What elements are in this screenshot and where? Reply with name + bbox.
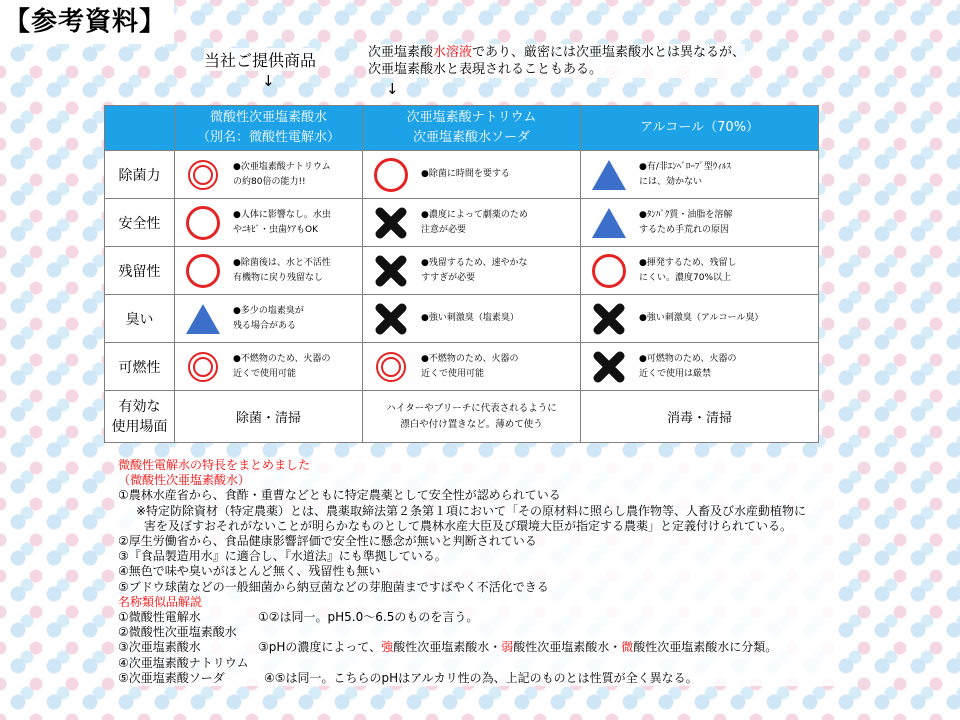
table-cell	[363, 295, 581, 343]
glossary-note: ④⑤は同一。こちらのpHはアルカリ性の為、上記のものとは性質が全く異なる。	[264, 670, 698, 685]
double-circle-icon	[175, 352, 231, 382]
note-arrow: ↓	[386, 80, 399, 98]
table-cell	[175, 199, 363, 247]
table-row	[105, 295, 819, 343]
feature-item: ①農林水産省から、食酢・重曹などともに特定農薬として安全性が認められている	[118, 488, 561, 503]
cell-text: ●可燃物のため、火器の 近くで使用は厳禁	[639, 353, 737, 379]
feature-item: ⑤ブドウ球菌などの一般細菌から納豆菌などの芽胞菌まですばやく不活化できる	[118, 579, 549, 594]
table-cell	[363, 199, 581, 247]
header-note	[368, 44, 745, 78]
usage-cell: ハイターやブリーチに代表されるように 漂白や付け置きなど。薄めて使う	[363, 391, 581, 443]
table-row	[105, 151, 819, 199]
circle-icon	[175, 206, 231, 240]
row-label: 臭い	[105, 295, 175, 343]
table-cell	[363, 343, 581, 391]
feature-note: ※特定防除資材（特定農薬）とは、農薬取締法第２条第１項において「その原材料に照らし農作物等、人畜及び水産動植物に	[136, 503, 807, 518]
triangle-icon	[581, 207, 637, 239]
feature-item: ②厚生労働省から、食品健康影響評価で安全性に懸念が無いと判断されている	[118, 534, 537, 549]
usage-cell: 消毒・清掃	[581, 391, 819, 443]
comparison-table	[104, 105, 819, 443]
note-highlight: 水溶液	[433, 45, 473, 60]
table-row	[105, 199, 819, 247]
glossary-row	[118, 656, 838, 671]
usage-row	[105, 391, 819, 443]
column-header: 次亜塩素酸ナトリウム 次亜塩素酸水ソーダ	[363, 106, 581, 151]
cell-text: ●除菌後は、水と不活性 有機物に戻り残留なし	[233, 257, 331, 283]
features-section	[118, 458, 838, 686]
glossary-row	[118, 625, 838, 640]
glossary-note: ③pHの濃度によって、強酸性次亜塩素酸水・弱酸性次亜塩素酸水・微酸性次亜塩素酸水に分類。	[258, 640, 778, 655]
row-label: 除菌力	[105, 151, 175, 199]
table-cell	[175, 247, 363, 295]
column-header: 微酸性次亜塩素酸水 （別名：微酸性電解水）	[175, 106, 363, 151]
cell-text: ●人体に影響なし。水虫 やﾆｷﾋﾞ・虫歯ｹｱもOK	[233, 209, 331, 235]
features-heading: 微酸性電解水の特長をまとめました	[118, 458, 311, 472]
row-label: 残留性	[105, 247, 175, 295]
glossary-note: ①②は同一。pH5.0～6.5のものを言う。	[258, 610, 479, 625]
feature-note: 害を及ぼすおそれがないことが明らかなものとして農林水産大臣及び環境大臣が指定する農薬」と定義付けられている。	[144, 518, 793, 533]
table-cell	[363, 247, 581, 295]
header-corner	[105, 106, 175, 151]
table-row	[105, 343, 819, 391]
triangle-icon	[581, 159, 637, 191]
usage-label: 有効な 使用場面	[105, 391, 175, 443]
cell-text: ●除菌に時間を要する	[421, 169, 510, 179]
table-cell	[581, 199, 819, 247]
note-post: であり、厳密には次亜塩素酸水とは異なるが、	[472, 45, 746, 60]
circle-icon	[581, 254, 637, 288]
double-circle-icon	[363, 352, 419, 382]
products-label: 当社ご提供商品	[204, 48, 316, 71]
table-cell	[581, 151, 819, 199]
glossary-name: ⑤次亜塩素酸ソーダ	[118, 670, 225, 685]
cell-text: ●不燃物のため、火器の 近くで使用可能	[421, 353, 519, 379]
cell-text: ●揮発するため、残留し にくい。濃度70%以上	[639, 257, 737, 283]
cell-text: ●有/非ｴﾝﾍﾞﾛｰﾌﾟ型ｳｨﾙｽ には、効かない	[639, 161, 731, 187]
glossary-row	[118, 610, 838, 625]
table-header-row	[105, 106, 819, 151]
cross-icon	[581, 302, 637, 336]
cell-text: ●濃度によって劇薬のため 注意が必要	[421, 209, 528, 235]
cell-text: ●不燃物のため、火器の 近くで使用可能	[233, 353, 331, 379]
cross-icon	[363, 302, 419, 336]
table-row	[105, 247, 819, 295]
products-arrow: ↓	[262, 72, 275, 90]
note-line2: 次亜塩素酸水と表現されることもある。	[368, 62, 603, 77]
cell-text: ●多少の塩素臭が 残る場合がある	[233, 305, 304, 331]
table-cell	[175, 343, 363, 391]
cell-text: ●ﾀﾝﾊﾟｸ質・油脂を溶解 するため手荒れの原因	[639, 209, 733, 235]
cross-icon	[581, 350, 637, 384]
glossary-name: ②微酸性次亜塩素酸水	[118, 625, 237, 640]
glossary-name: ④次亜塩素酸ナトリウム	[118, 655, 249, 670]
column-header: アルコール（70%）	[581, 106, 819, 151]
cross-icon	[363, 254, 419, 288]
glossary-name: ③次亜塩素酸水	[118, 640, 201, 655]
row-label: 可燃性	[105, 343, 175, 391]
table-cell	[175, 151, 363, 199]
table-cell	[581, 343, 819, 391]
circle-icon	[363, 158, 419, 192]
double-circle-icon	[175, 160, 231, 190]
page-title: 【参考資料】	[0, 0, 174, 44]
cell-text: ●強い刺激臭（アルコール臭）	[639, 313, 764, 323]
usage-cell: 除菌・清掃	[175, 391, 363, 443]
feature-item: ④無色で味や臭いがほとんど無く、残留性も無い	[118, 564, 381, 579]
glossary-row	[118, 640, 838, 655]
circle-icon	[175, 254, 231, 288]
row-label: 安全性	[105, 199, 175, 247]
table-cell	[175, 295, 363, 343]
features-subheading: （微酸性次亜塩素酸水）	[118, 473, 251, 488]
glossary-name: ①微酸性電解水	[118, 610, 201, 625]
table-cell	[581, 247, 819, 295]
cell-text: ●残留するため、速やかな すすぎが必要	[421, 257, 528, 283]
cross-icon	[363, 206, 419, 240]
feature-item: ③『食品製造用水』に適合し、『水道法』にも準拠している。	[118, 549, 447, 564]
table-cell	[581, 295, 819, 343]
table-cell	[363, 151, 581, 199]
cell-text: ●強い刺激臭（塩素臭）	[421, 313, 519, 323]
note-pre: 次亜塩素酸	[368, 45, 434, 60]
cell-text: ●次亜塩素酸ナトリウム の約80倍の能力!!	[233, 161, 331, 187]
glossary-row	[118, 671, 838, 686]
triangle-icon	[175, 303, 231, 335]
glossary-heading: 名称類似品解説	[118, 594, 203, 609]
